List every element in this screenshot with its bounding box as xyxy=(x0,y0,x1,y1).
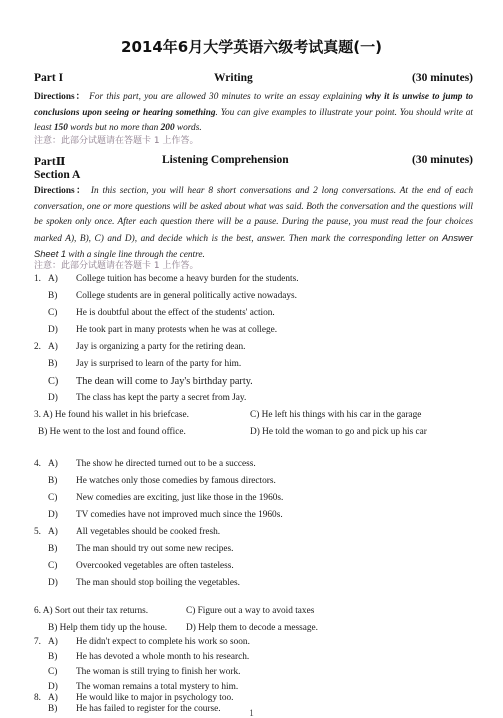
directions-text: words. xyxy=(174,123,202,134)
part1-name: Writing xyxy=(214,72,253,84)
directions-text: In this section, you will hear 8 short conversations and 2 long conversations. At the end of each conversation, one or more questions will be asked about what was said. Both the conversation and the questions will be spoken only once. After each question there will be a pause. During the pause, you must read the four choices marked A), B), C) and D), and decide which is the best, answer. Then mark the corresponding letter on xyxy=(34,186,474,244)
option-label: D) xyxy=(48,682,58,692)
option-text: C) Figure out a way to avoid taxes xyxy=(186,606,315,616)
option-text: B) Help them tidy up the house. xyxy=(48,623,168,633)
part2-name: Listening Comprehension xyxy=(162,154,289,166)
option-7c xyxy=(48,667,240,677)
question-number: 8. xyxy=(34,693,41,703)
option-text: B) He went to the lost and found office. xyxy=(38,427,186,437)
option-text: The dean will come to Jay's birthday party. xyxy=(76,376,253,387)
option-text: C) He left his things with his car in the garage xyxy=(250,410,422,420)
question-1 xyxy=(34,274,299,284)
option-1c xyxy=(48,308,275,318)
option-text: TV comedies have not improved much since the 1960s. xyxy=(76,510,283,520)
question-5 xyxy=(34,527,220,537)
directions-text: For this part, you are allowed 30 minutes to write an essay explaining xyxy=(89,92,366,102)
option-text: Jay is organizing a party for the retiring dean. xyxy=(76,342,246,352)
directions-text: words but no more than xyxy=(67,123,161,134)
answer-sheet-ref: Answer Sheet 1 xyxy=(34,232,473,260)
option-label: B) xyxy=(48,652,58,662)
option-8b xyxy=(48,704,221,714)
option-4c xyxy=(48,493,283,503)
option-label: B) xyxy=(48,544,58,554)
part1-directions xyxy=(34,90,473,137)
option-text: D) Help them to decode a message. xyxy=(186,623,318,633)
question-7 xyxy=(34,637,250,647)
part2-directions xyxy=(34,184,473,264)
option-1d xyxy=(48,325,277,335)
option-label: B) xyxy=(48,476,58,486)
question-8 xyxy=(34,693,234,703)
option-label: D) xyxy=(48,578,58,588)
option-4b xyxy=(48,476,276,486)
part2-label: PartⅡ xyxy=(34,156,66,168)
question-3-row2 xyxy=(38,427,427,437)
option-label: B) xyxy=(48,359,58,369)
part2-header xyxy=(34,154,473,168)
option-5c xyxy=(48,561,234,571)
option-label: A) xyxy=(48,342,58,352)
option-text: 3. A) He found his wallet in his briefcase. xyxy=(34,410,189,420)
option-text: 6. A) Sort out their tax returns. xyxy=(34,606,149,616)
directions-topic: why it is unwise to jump to conclusions upon seeing or hearing something xyxy=(34,92,473,118)
option-label: C) xyxy=(48,667,58,677)
max-words: 200 xyxy=(160,123,175,134)
option-label: B) xyxy=(48,291,58,301)
option-text: The woman remains a total mystery to him. xyxy=(76,682,239,692)
option-5b xyxy=(48,544,234,554)
option-7b xyxy=(48,652,249,662)
directions-label: Directions： xyxy=(34,92,86,102)
min-words: 150 xyxy=(53,123,68,134)
question-number: 4. xyxy=(34,459,41,469)
option-text: Overcooked vegetables are often tasteless. xyxy=(76,561,234,571)
part2-time: (30 minutes) xyxy=(411,154,473,166)
question-3-row1 xyxy=(34,410,421,420)
question-number: 2. xyxy=(34,342,41,352)
option-text: He didn't expect to complete his work so soon. xyxy=(76,637,250,647)
option-2c xyxy=(48,376,253,387)
option-text: All vegetables should be cooked fresh. xyxy=(76,527,221,537)
question-6-row2 xyxy=(48,623,318,633)
option-text: College students are in general politically active nowadays. xyxy=(76,291,297,301)
option-text: College tuition has become a heavy burden for the students. xyxy=(76,274,299,284)
part1-header xyxy=(34,72,473,84)
option-text: The man should stop boiling the vegetables. xyxy=(76,578,240,588)
question-2 xyxy=(34,342,245,352)
part2-note: 注意：此部分试题请在答题卡 1 上作答。 xyxy=(34,261,199,271)
option-5d xyxy=(48,578,240,588)
option-text: Jay is surprised to learn of the party for him. xyxy=(76,359,242,369)
option-text: He watches only those comedies by famous directors. xyxy=(76,476,276,486)
option-label: D) xyxy=(48,393,58,403)
option-7d xyxy=(48,682,238,692)
option-text: D) He told the woman to go and pick up his car xyxy=(250,427,427,437)
question-number: 5. xyxy=(34,527,41,537)
option-label: C) xyxy=(48,561,58,571)
option-2d xyxy=(48,393,246,403)
option-text: He has devoted a whole month to his research. xyxy=(76,652,250,662)
question-number: 7. xyxy=(34,637,41,647)
option-label: A) xyxy=(48,274,58,284)
option-label: A) xyxy=(48,637,58,647)
option-label: A) xyxy=(48,693,58,703)
section-a-heading: Section A xyxy=(34,169,81,181)
option-text: The man should try out some new recipes. xyxy=(76,544,234,554)
option-2b xyxy=(48,359,241,369)
option-text: He would like to major in psychology too. xyxy=(76,693,234,703)
option-label: C) xyxy=(48,493,58,503)
option-text: He took part in many protests when he was at college. xyxy=(76,325,278,335)
part1-label: Part I xyxy=(34,72,64,84)
page-number: 1 xyxy=(249,708,254,718)
directions-text: with a single line through the centre. xyxy=(66,250,205,261)
part1-note: 注意：此部分试题请在答题卡 1 上作答。 xyxy=(34,136,199,146)
directions-label: Directions： xyxy=(34,186,88,196)
option-text: New comedies are exciting, just like those in the 1960s. xyxy=(76,493,284,503)
option-label: C) xyxy=(48,308,58,318)
directions-text: . You can give examples to illustrate your point. You should write at least xyxy=(34,107,473,134)
option-4d xyxy=(48,510,283,520)
option-text: The show he directed turned out to be a success. xyxy=(76,459,256,469)
option-label: D) xyxy=(48,510,58,520)
option-text: He is doubtful about the effect of the students' action. xyxy=(76,308,275,318)
question-4 xyxy=(34,459,256,469)
question-number: 1. xyxy=(34,274,41,284)
option-text: He has failed to register for the course. xyxy=(76,704,221,714)
option-label: B) xyxy=(48,704,58,714)
option-label: A) xyxy=(48,459,58,469)
part1-time: (30 minutes) xyxy=(411,72,473,84)
option-1b xyxy=(48,291,297,301)
option-label: D) xyxy=(48,325,58,335)
option-text: The class has kept the party a secret from Jay. xyxy=(76,393,247,403)
option-label: C) xyxy=(48,376,59,387)
page-title: 2014年6月大学英语六级考试真题(一) xyxy=(121,38,382,56)
option-text: The woman is still trying to finish her work. xyxy=(76,667,241,677)
question-6-row1 xyxy=(34,606,314,616)
option-label: A) xyxy=(48,527,58,537)
